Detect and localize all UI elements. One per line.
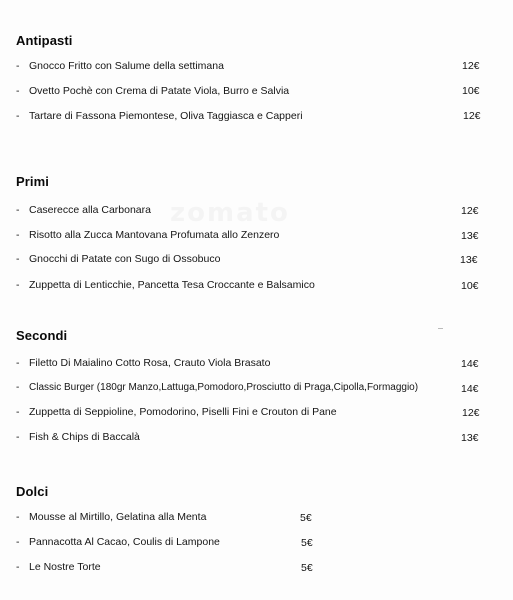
item-price: 5€ xyxy=(300,512,312,524)
item-dash: - xyxy=(16,85,20,97)
item-name: Classic Burger (180gr Manzo,Lattuga,Pomodoro,Prosciutto di Praga,Cipolla,Formaggio) xyxy=(29,382,419,393)
stray-mark xyxy=(438,328,443,329)
item-price: 12€ xyxy=(462,60,480,72)
section-title-secondi: Secondi xyxy=(16,328,68,343)
item-name: Gnocchi di Patate con Sugo di Ossobuco xyxy=(29,253,221,265)
item-dash: - xyxy=(16,110,20,122)
section-title-primi: Primi xyxy=(16,174,50,189)
item-dash: - xyxy=(16,357,20,369)
item-dash: - xyxy=(16,204,20,216)
item-name: Zuppetta di Seppioline, Pomodorino, Piselli Fini e Crouton di Pane xyxy=(29,406,337,418)
item-name: Risotto alla Zucca Mantovana Profumata allo Zenzero xyxy=(29,229,280,241)
item-dash: - xyxy=(16,229,20,241)
item-price: 14€ xyxy=(461,383,479,395)
item-name: Tartare di Fassona Piemontese, Oliva Taggiasca e Capperi xyxy=(29,110,303,122)
item-name: Pannacotta Al Cacao, Coulis di Lampone xyxy=(29,536,220,548)
item-price: 12€ xyxy=(463,110,481,122)
item-dash: - xyxy=(16,431,20,443)
item-price: 5€ xyxy=(301,562,313,574)
item-dash: - xyxy=(16,561,20,573)
item-dash: - xyxy=(16,279,20,291)
item-price: 12€ xyxy=(462,407,480,419)
item-name: Mousse al Mirtillo, Gelatina alla Menta xyxy=(29,511,207,523)
item-price: 13€ xyxy=(461,230,479,242)
item-dash: - xyxy=(16,60,20,72)
item-price: 14€ xyxy=(461,358,479,370)
item-name: Le Nostre Torte xyxy=(29,561,101,573)
item-dash: - xyxy=(16,382,20,393)
item-price: 10€ xyxy=(462,85,480,97)
section-title-dolci: Dolci xyxy=(16,484,49,499)
item-price: 13€ xyxy=(460,254,478,266)
item-price: 12€ xyxy=(461,205,479,217)
item-name: Fish & Chips di Baccalà xyxy=(29,431,140,443)
section-title-antipasti: Antipasti xyxy=(16,33,73,48)
item-name: Ovetto Pochè con Crema di Patate Viola, Burro e Salvia xyxy=(29,85,290,97)
item-dash: - xyxy=(16,253,20,265)
item-price: 5€ xyxy=(301,537,313,549)
watermark: zomato xyxy=(170,198,290,228)
item-dash: - xyxy=(16,536,20,548)
item-dash: - xyxy=(16,511,20,523)
item-name: Caserecce alla Carbonara xyxy=(29,204,151,216)
item-price: 10€ xyxy=(461,280,479,292)
item-name: Filetto Di Maialino Cotto Rosa, Crauto Viola Brasato xyxy=(29,357,271,369)
item-name: Zuppetta di Lenticchie, Pancetta Tesa Croccante e Balsamico xyxy=(29,279,315,291)
item-name: Gnocco Fritto con Salume della settimana xyxy=(29,60,224,72)
item-price: 13€ xyxy=(461,432,479,444)
item-dash: - xyxy=(16,406,20,418)
